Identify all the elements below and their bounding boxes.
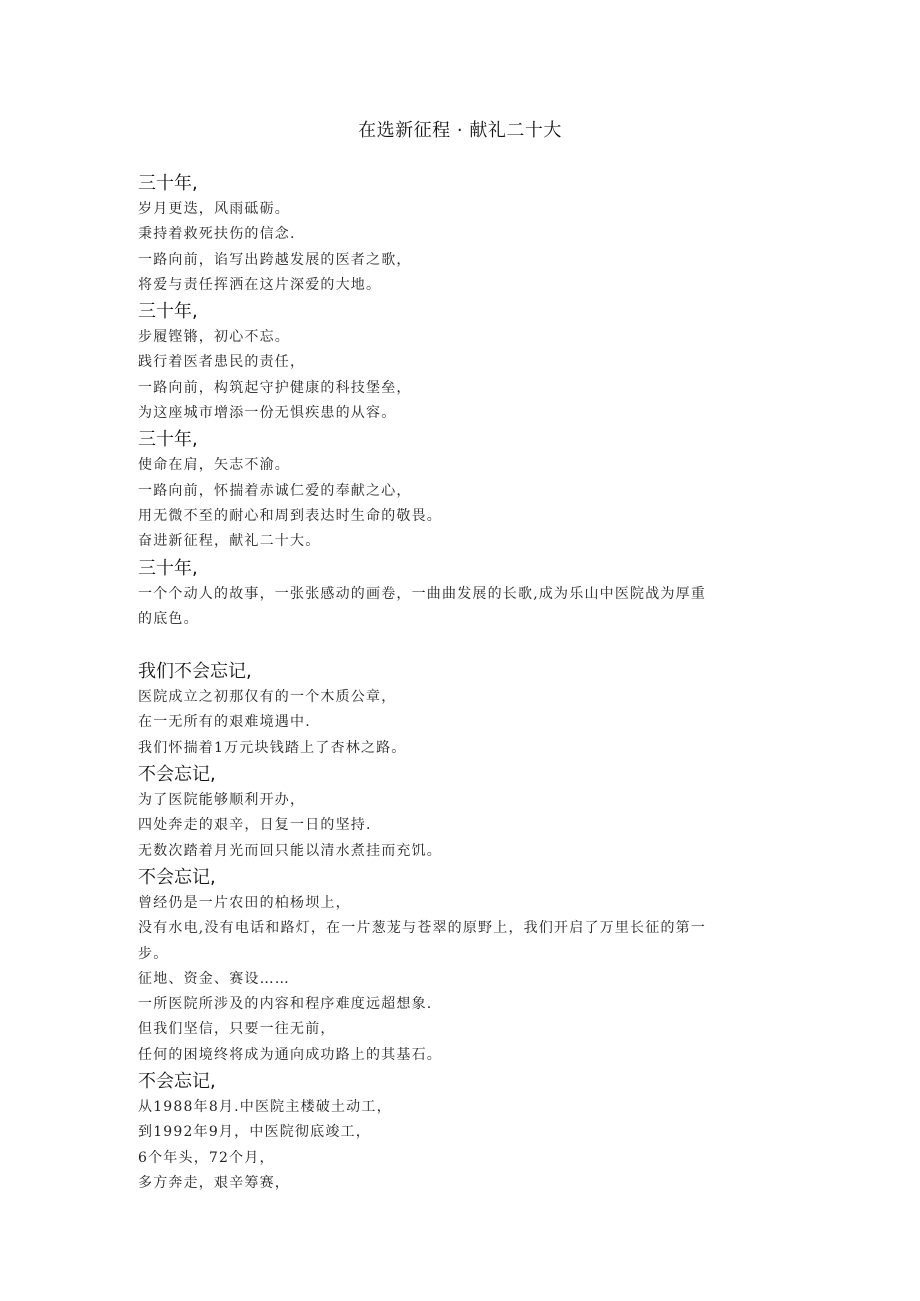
text-line: 将爱与责任挥洒在这片深爱的大地。: [138, 276, 382, 293]
text-line: 曾经仍是一片农田的柏杨坝上，: [138, 894, 351, 911]
text-line: 一路向前，谄写出跨越发展的医者之歌，: [138, 251, 412, 268]
section-spacer: [138, 632, 788, 658]
text-line: 我们怀揣着1万元块钱踏上了杏林之路。: [138, 739, 407, 756]
section-heading: 三十年,: [138, 429, 198, 451]
poem-section: [138, 426, 788, 554]
text-line: 一路向前，怀揣着赤诚仁爱的奉献之心，: [138, 482, 412, 499]
text-line: 但我们坚信，只要一往无前，: [138, 1021, 336, 1038]
section-heading: 不会忘记,: [138, 866, 216, 888]
text-line: 为了医院能够顺利开办，: [138, 792, 306, 809]
section-heading: 不会忘记,: [138, 764, 216, 786]
poem-section: [138, 555, 788, 633]
poem-section: [138, 761, 788, 864]
text-line: 没有水电,没有电话和路灯，在一片葱茏与苍翠的原野上，我们开启了万里长征的第一: [138, 920, 707, 937]
poem-section: [138, 1068, 788, 1196]
text-line: 在一无所有的艰难境遇中.: [138, 714, 311, 731]
text-line: 为这座城市增添一份无惧疾患的从容。: [138, 405, 397, 422]
poem-section: [138, 864, 788, 1068]
section-heading: 我们不会忘记,: [138, 661, 252, 683]
text-line: 一所医院所涉及的内容和程序难度远超想象.: [138, 996, 433, 1013]
poem-section: [138, 658, 788, 761]
section-heading: 三十年,: [138, 173, 198, 194]
text-line: 到1992年9月，中医院彻底竣工，: [138, 1124, 371, 1141]
text-line: 从1988年8月.中医院主楼破土动工，: [138, 1099, 392, 1116]
text-line: 的底色。: [138, 610, 199, 627]
text-line: 践行着医者患民的责任，: [138, 354, 306, 371]
text-line: 6个年头，72个月，: [138, 1149, 275, 1166]
text-line: 步。: [138, 945, 169, 962]
text-line: 用无微不至的耐心和周到表达时生命的敬畏。: [138, 507, 442, 524]
text-line: 四处奔走的艰辛，日复一日的坚持.: [138, 817, 372, 834]
text-line: 秉持着救死扶伤的信念.: [138, 226, 296, 243]
document-title: 在选新征程 · 献礼二十大: [358, 120, 562, 141]
section-heading: 不会忘记,: [138, 1071, 216, 1093]
poem-section: [138, 298, 788, 426]
text-line: 无数次踏着月光而回只能以清水煮挂而充饥。: [138, 842, 442, 859]
section-heading: 三十年,: [138, 301, 198, 323]
text-line: 多方奔走，艰辛筹赛，: [138, 1174, 290, 1191]
poem-section: [138, 170, 788, 298]
text-line: 任何的困境终将成为通向成功路上的其基石。: [138, 1046, 442, 1063]
text-line: 一个个动人的故事，一张张感动的画卷，一曲曲发展的长歌,成为乐山中医院战为厚重: [138, 585, 707, 602]
section-heading: 三十年,: [138, 557, 198, 579]
text-line: 步履铿锵，初心不忘。: [138, 329, 290, 346]
text-line: 岁月更迭，风雨砥砺。: [138, 201, 290, 217]
text-line: 一路向前，构筑起守护健康的科技堡垒，: [138, 379, 412, 396]
text-line: 奋进新征程，献礼二十大。: [138, 533, 321, 550]
text-line: 使命在肩，矢志不渝。: [138, 457, 290, 474]
text-line: 医院成立之初那仅有的一个木质公章，: [138, 689, 397, 706]
text-line: 征地、资金、赛设……: [138, 970, 290, 987]
document-body: [138, 170, 788, 1196]
